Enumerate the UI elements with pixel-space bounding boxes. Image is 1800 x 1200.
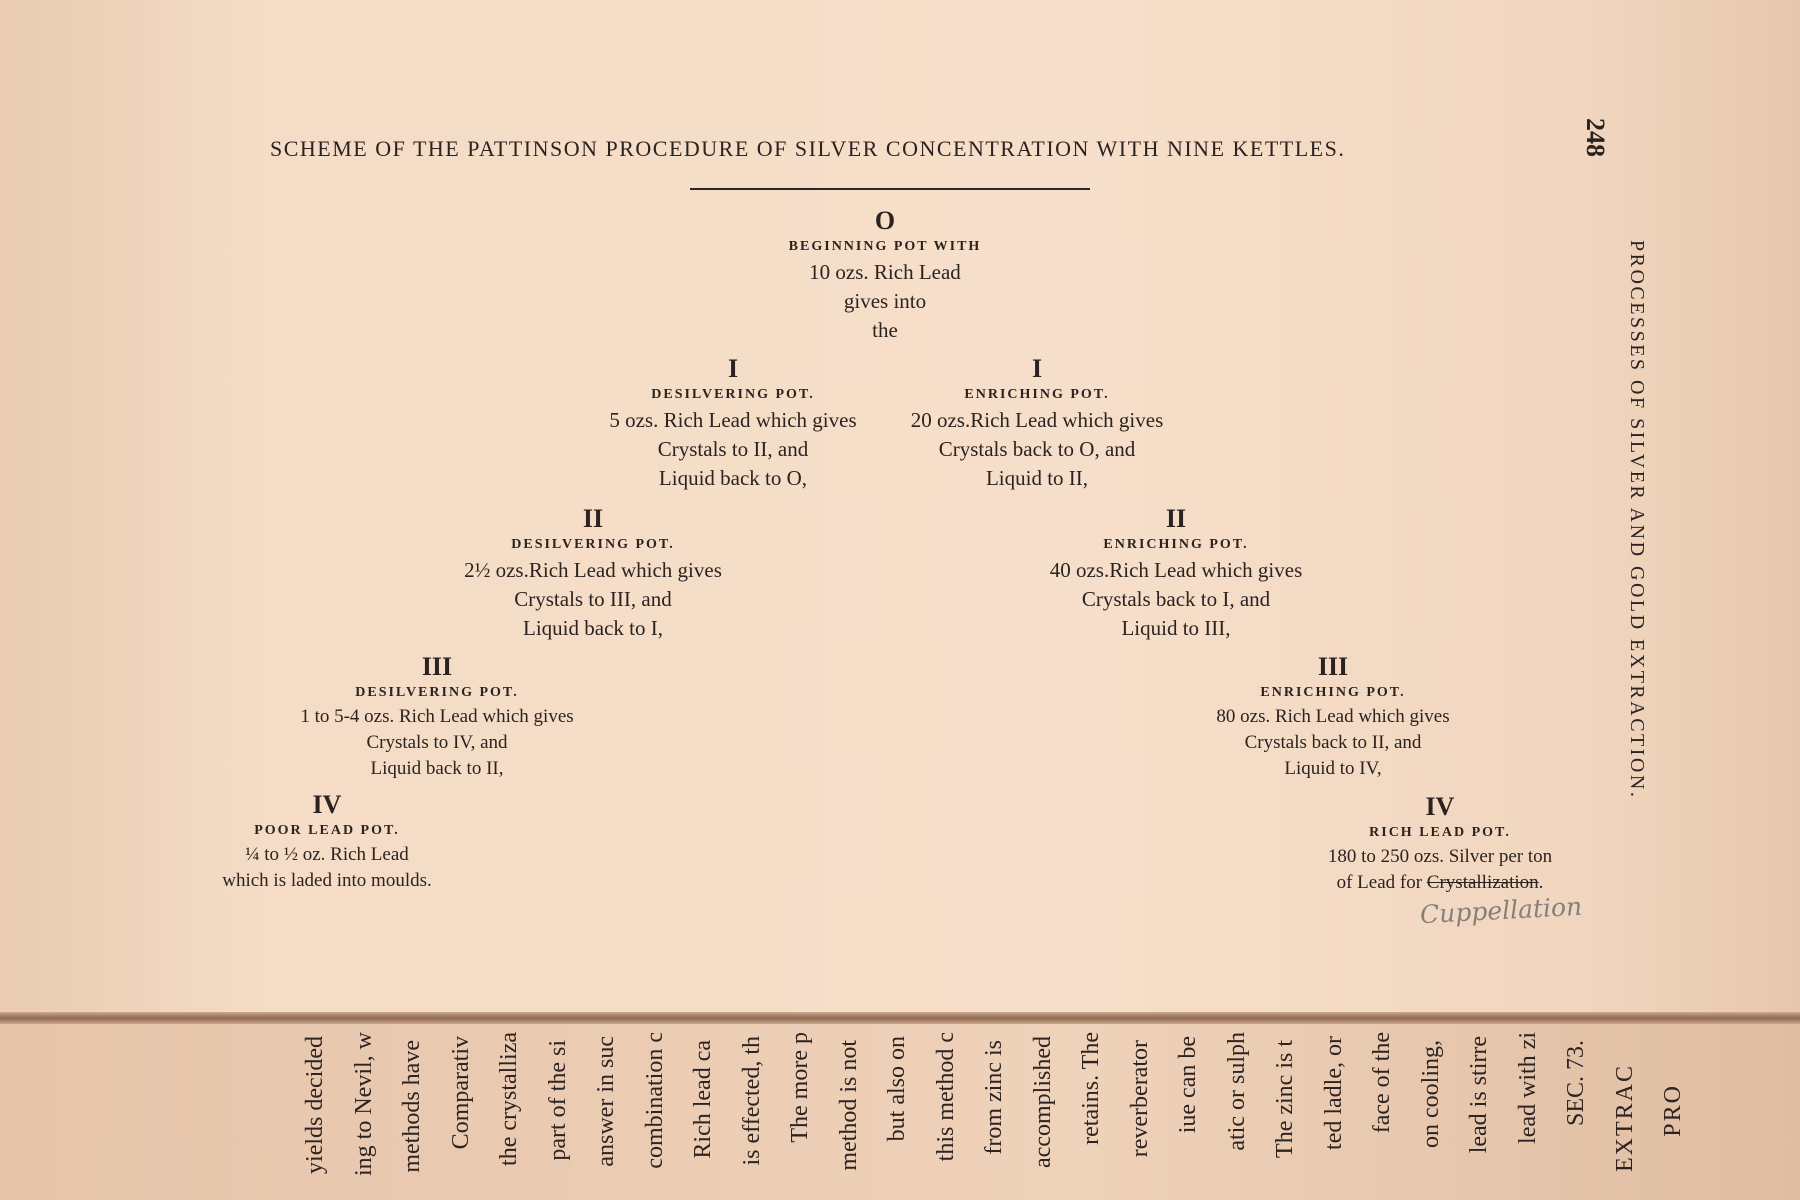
lower-page-text-line: answer in suc — [593, 1036, 619, 1167]
lower-page-text-line: face of the — [1369, 1032, 1395, 1134]
lower-book-page — [0, 1024, 1800, 1200]
node-numeral: IV — [1425, 792, 1455, 821]
enriching-pot-2-node — [1050, 504, 1303, 643]
node-line: Liquid back to I, — [523, 616, 663, 640]
node-line: Liquid to IV, — [1284, 758, 1382, 779]
node-line: 5 ozs. Rich Lead which gives — [609, 408, 857, 432]
lower-page-text-line: on cooling, — [1417, 1040, 1444, 1148]
node-label: DESILVERING POT. — [511, 537, 675, 552]
line-suffix: . — [1538, 872, 1544, 893]
node-line: 2½ ozs.Rich Lead which gives — [464, 558, 722, 582]
lower-page-text-line: SEC. 73. — [1563, 1040, 1589, 1127]
heading-rule — [690, 188, 1090, 190]
node-line: Crystals to III, and — [514, 587, 672, 611]
lower-page-text-line: accomplished — [1029, 1036, 1056, 1168]
node-line: the — [872, 318, 898, 342]
book-gutter — [0, 1012, 1800, 1024]
node-label: POOR LEAD POT. — [254, 823, 400, 838]
page-heading: SCHEME OF THE PATTINSON PROCEDURE OF SILVER CONCENTRATION WITH NINE KETTLES. — [270, 136, 1346, 161]
lower-page-text-line: reverberator — [1126, 1040, 1153, 1158]
desilvering-pot-2-node — [464, 504, 722, 643]
node-numeral: I — [727, 354, 739, 383]
running-head: PROCESSES OF SILVER AND GOLD EXTRACTION. — [1626, 240, 1648, 800]
struck-word: Crystallization — [1426, 872, 1539, 893]
node-line: ¼ to ½ oz. Rich Lead — [245, 844, 409, 865]
node-line: which is laded into moulds. — [222, 870, 432, 891]
node-numeral: O — [874, 206, 896, 235]
lower-page-text-line: ing to Nevil, w — [350, 1032, 377, 1176]
lower-page-text-line: The more p — [787, 1032, 813, 1143]
node-line — [1328, 870, 1552, 896]
node-line: Liquid back to O, — [658, 466, 808, 490]
node-label: ENRICHING POT. — [1103, 537, 1249, 552]
node-label: ENRICHING POT. — [964, 387, 1110, 402]
poor-lead-pot-node — [222, 790, 432, 894]
node-numeral: III — [1317, 652, 1349, 681]
beginning-pot-node — [789, 206, 982, 345]
lower-page-text-line: retains. The — [1078, 1032, 1104, 1145]
lower-page-text-line: atic or sulph — [1223, 1032, 1250, 1151]
lower-page-text-line: combination c — [641, 1032, 668, 1169]
node-line: Crystals to II, and — [657, 437, 809, 461]
enriching-pot-1-node — [911, 354, 1164, 493]
line-prefix: of Lead for — [1336, 872, 1427, 893]
lower-page-text-line: methods have — [399, 1040, 425, 1173]
lower-page-text-line: Comparativ — [447, 1036, 474, 1150]
lower-page-text-line: PRO — [1660, 1084, 1686, 1137]
lower-page-text-line: lead is stirre — [1466, 1036, 1492, 1154]
node-label: BEGINNING POT WITH — [788, 239, 982, 254]
node-label: ENRICHING POT. — [1260, 685, 1406, 700]
page-number: 248 — [1581, 118, 1610, 157]
lower-page-text-line: the crystalliza — [496, 1032, 522, 1166]
node-numeral: IV — [312, 790, 342, 819]
desilvering-pot-1-node — [609, 354, 856, 493]
node-line: 1 to 5-4 ozs. Rich Lead which gives — [300, 706, 574, 727]
node-line: Crystals back to II, and — [1244, 732, 1422, 753]
node-numeral: II — [582, 504, 604, 533]
lower-page-text-line: lead with zi — [1514, 1032, 1541, 1144]
node-line: Liquid back to II, — [370, 758, 504, 779]
node-line: gives into — [843, 289, 927, 313]
node-line: Liquid to II, — [985, 466, 1089, 490]
enriching-pot-3-node — [1216, 652, 1449, 782]
node-numeral: III — [421, 652, 453, 681]
node-label: RICH LEAD POT. — [1369, 825, 1511, 840]
handwritten-correction: Cuppellation — [1419, 891, 1583, 930]
lower-page-text-line: method is not — [835, 1040, 862, 1171]
desilvering-pot-3-node — [300, 652, 573, 782]
node-numeral: II — [1165, 504, 1187, 533]
node-line: 80 ozs. Rich Lead which gives — [1216, 706, 1450, 727]
lower-page-text-line: is effected, th — [738, 1036, 765, 1166]
node-line: 10 ozs. Rich Lead — [809, 260, 961, 284]
lower-page-text-line: from zinc is — [981, 1040, 1007, 1155]
node-line: Crystals back to I, and — [1081, 587, 1271, 611]
node-line: 40 ozs.Rich Lead which gives — [1049, 558, 1303, 582]
node-line: 20 ozs.Rich Lead which gives — [910, 408, 1164, 432]
lower-page-text-line: The zinc is t — [1272, 1040, 1298, 1158]
node-line: Crystals back to O, and — [938, 437, 1136, 461]
lower-page-text-line: but also on — [884, 1036, 910, 1142]
lower-page-text-line: part of the si — [544, 1040, 571, 1161]
node-numeral: I — [1031, 354, 1043, 383]
node-line: Crystals to IV, and — [366, 732, 508, 753]
node-label: DESILVERING POT. — [355, 685, 519, 700]
rich-lead-pot-node — [1328, 792, 1552, 896]
lower-page-text-line: yields decided — [302, 1036, 328, 1174]
node-line: Liquid to III, — [1121, 616, 1231, 640]
lower-page-text-line: Rich lead ca — [690, 1040, 716, 1159]
node-line: 180 to 250 ozs. Silver per ton — [1327, 846, 1553, 867]
lower-page-text-line: this method c — [932, 1032, 959, 1162]
lower-page-text-line: iue can be — [1175, 1036, 1201, 1134]
lower-page-text-line: ted ladle, or — [1320, 1036, 1347, 1150]
node-label: DESILVERING POT. — [651, 387, 815, 402]
lower-page-text-line: EXTRAC — [1611, 1064, 1638, 1172]
